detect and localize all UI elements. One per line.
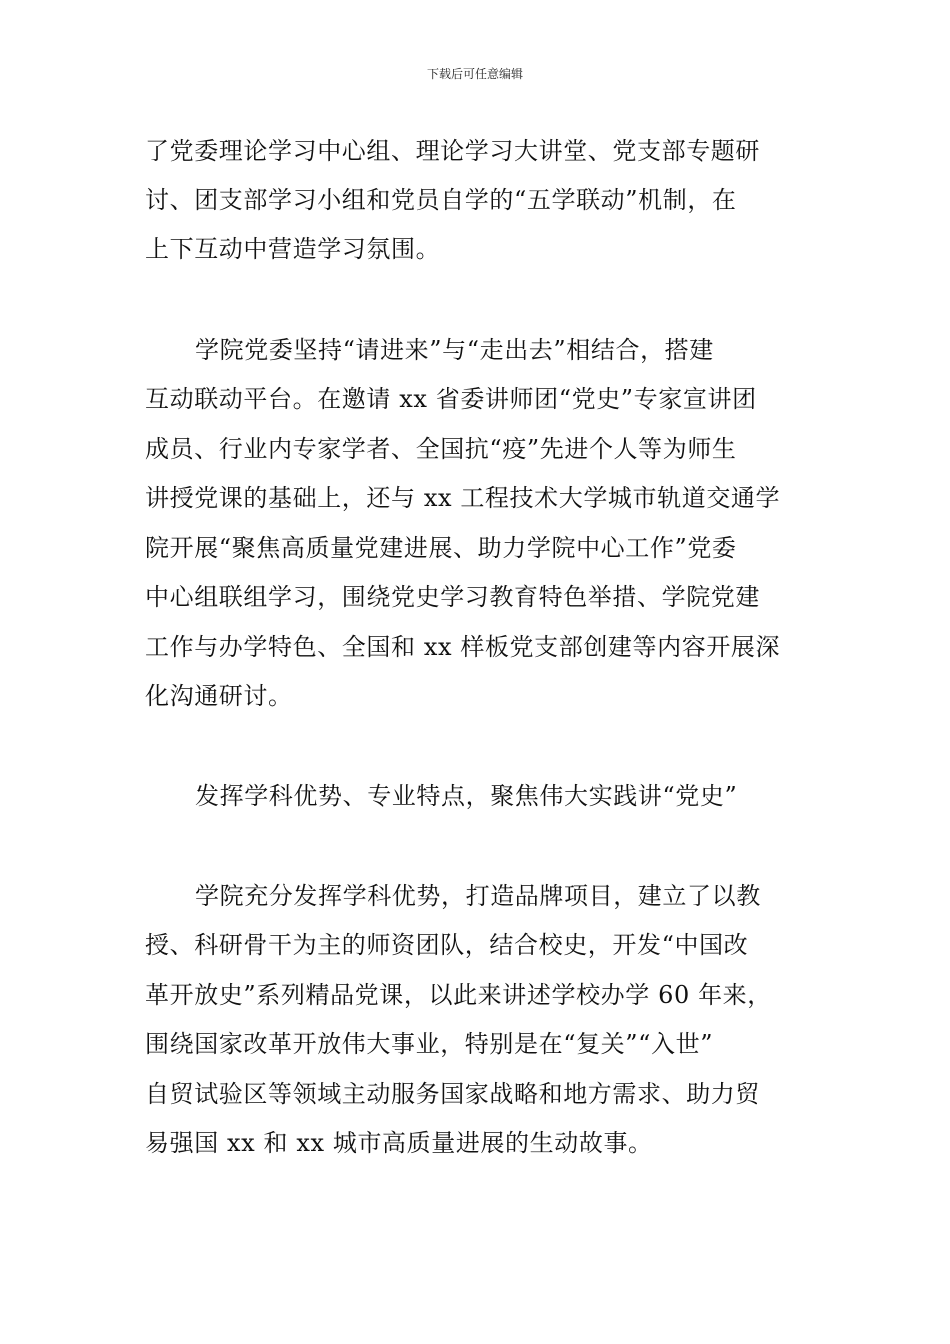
text-line: 革开放史”系列精品党课，以此来讲述学校办学 60 年来， (145, 981, 772, 1009)
text-line: 围绕国家改革开放伟大事业，特别是在“复关”“入世” (145, 1030, 714, 1058)
text-line: 讨、团支部学习小组和党员自学的“五学联动”机制，在 (145, 186, 737, 214)
page-header: 下载后可任意编辑 (426, 67, 523, 81)
text-line: 化沟通研讨。 (145, 682, 293, 710)
text-line: 互动联动平台。在邀请 xx 省委讲师团“党史”专家宣讲团 (145, 385, 757, 413)
text-line: 授、科研骨干为主的师资团队，结合校史，开发“中国改 (145, 931, 749, 959)
heading-line: 发挥学科优势、专业特点，聚焦伟大实践讲“党史” (195, 782, 738, 810)
text-line: 了党委理论学习中心组、理论学习大讲堂、党支部专题研 (145, 137, 760, 165)
text-line: 易强国 xx 和 xx 城市高质量进展的生动故事。 (145, 1129, 653, 1157)
text-line: 学院充分发挥学科优势，打造品牌项目，建立了以教 (195, 882, 761, 910)
text-line: 工作与办学特色、全国和 xx 样板党支部创建等内容开展深 (145, 633, 781, 661)
text-line: 学院党委坚持“请进来”与“走出去”相结合，搭建 (195, 336, 714, 364)
text-line: 中心组联组学习，围绕党史学习教育特色举措、学院党建 (145, 583, 760, 611)
text-line: 上下互动中营造学习氛围。 (145, 235, 441, 263)
text-line: 成员、行业内专家学者、全国抗“疫”先进个人等为师生 (145, 435, 737, 463)
text-line: 自贸试验区等领域主动服务国家战略和地方需求、助力贸 (145, 1080, 760, 1108)
text-line: 院开展“聚焦高质量党建进展、助力学院中心工作”党委 (145, 534, 737, 562)
text-line: 讲授党课的基础上，还与 xx 工程技术大学城市轨道交通学 (145, 484, 781, 512)
